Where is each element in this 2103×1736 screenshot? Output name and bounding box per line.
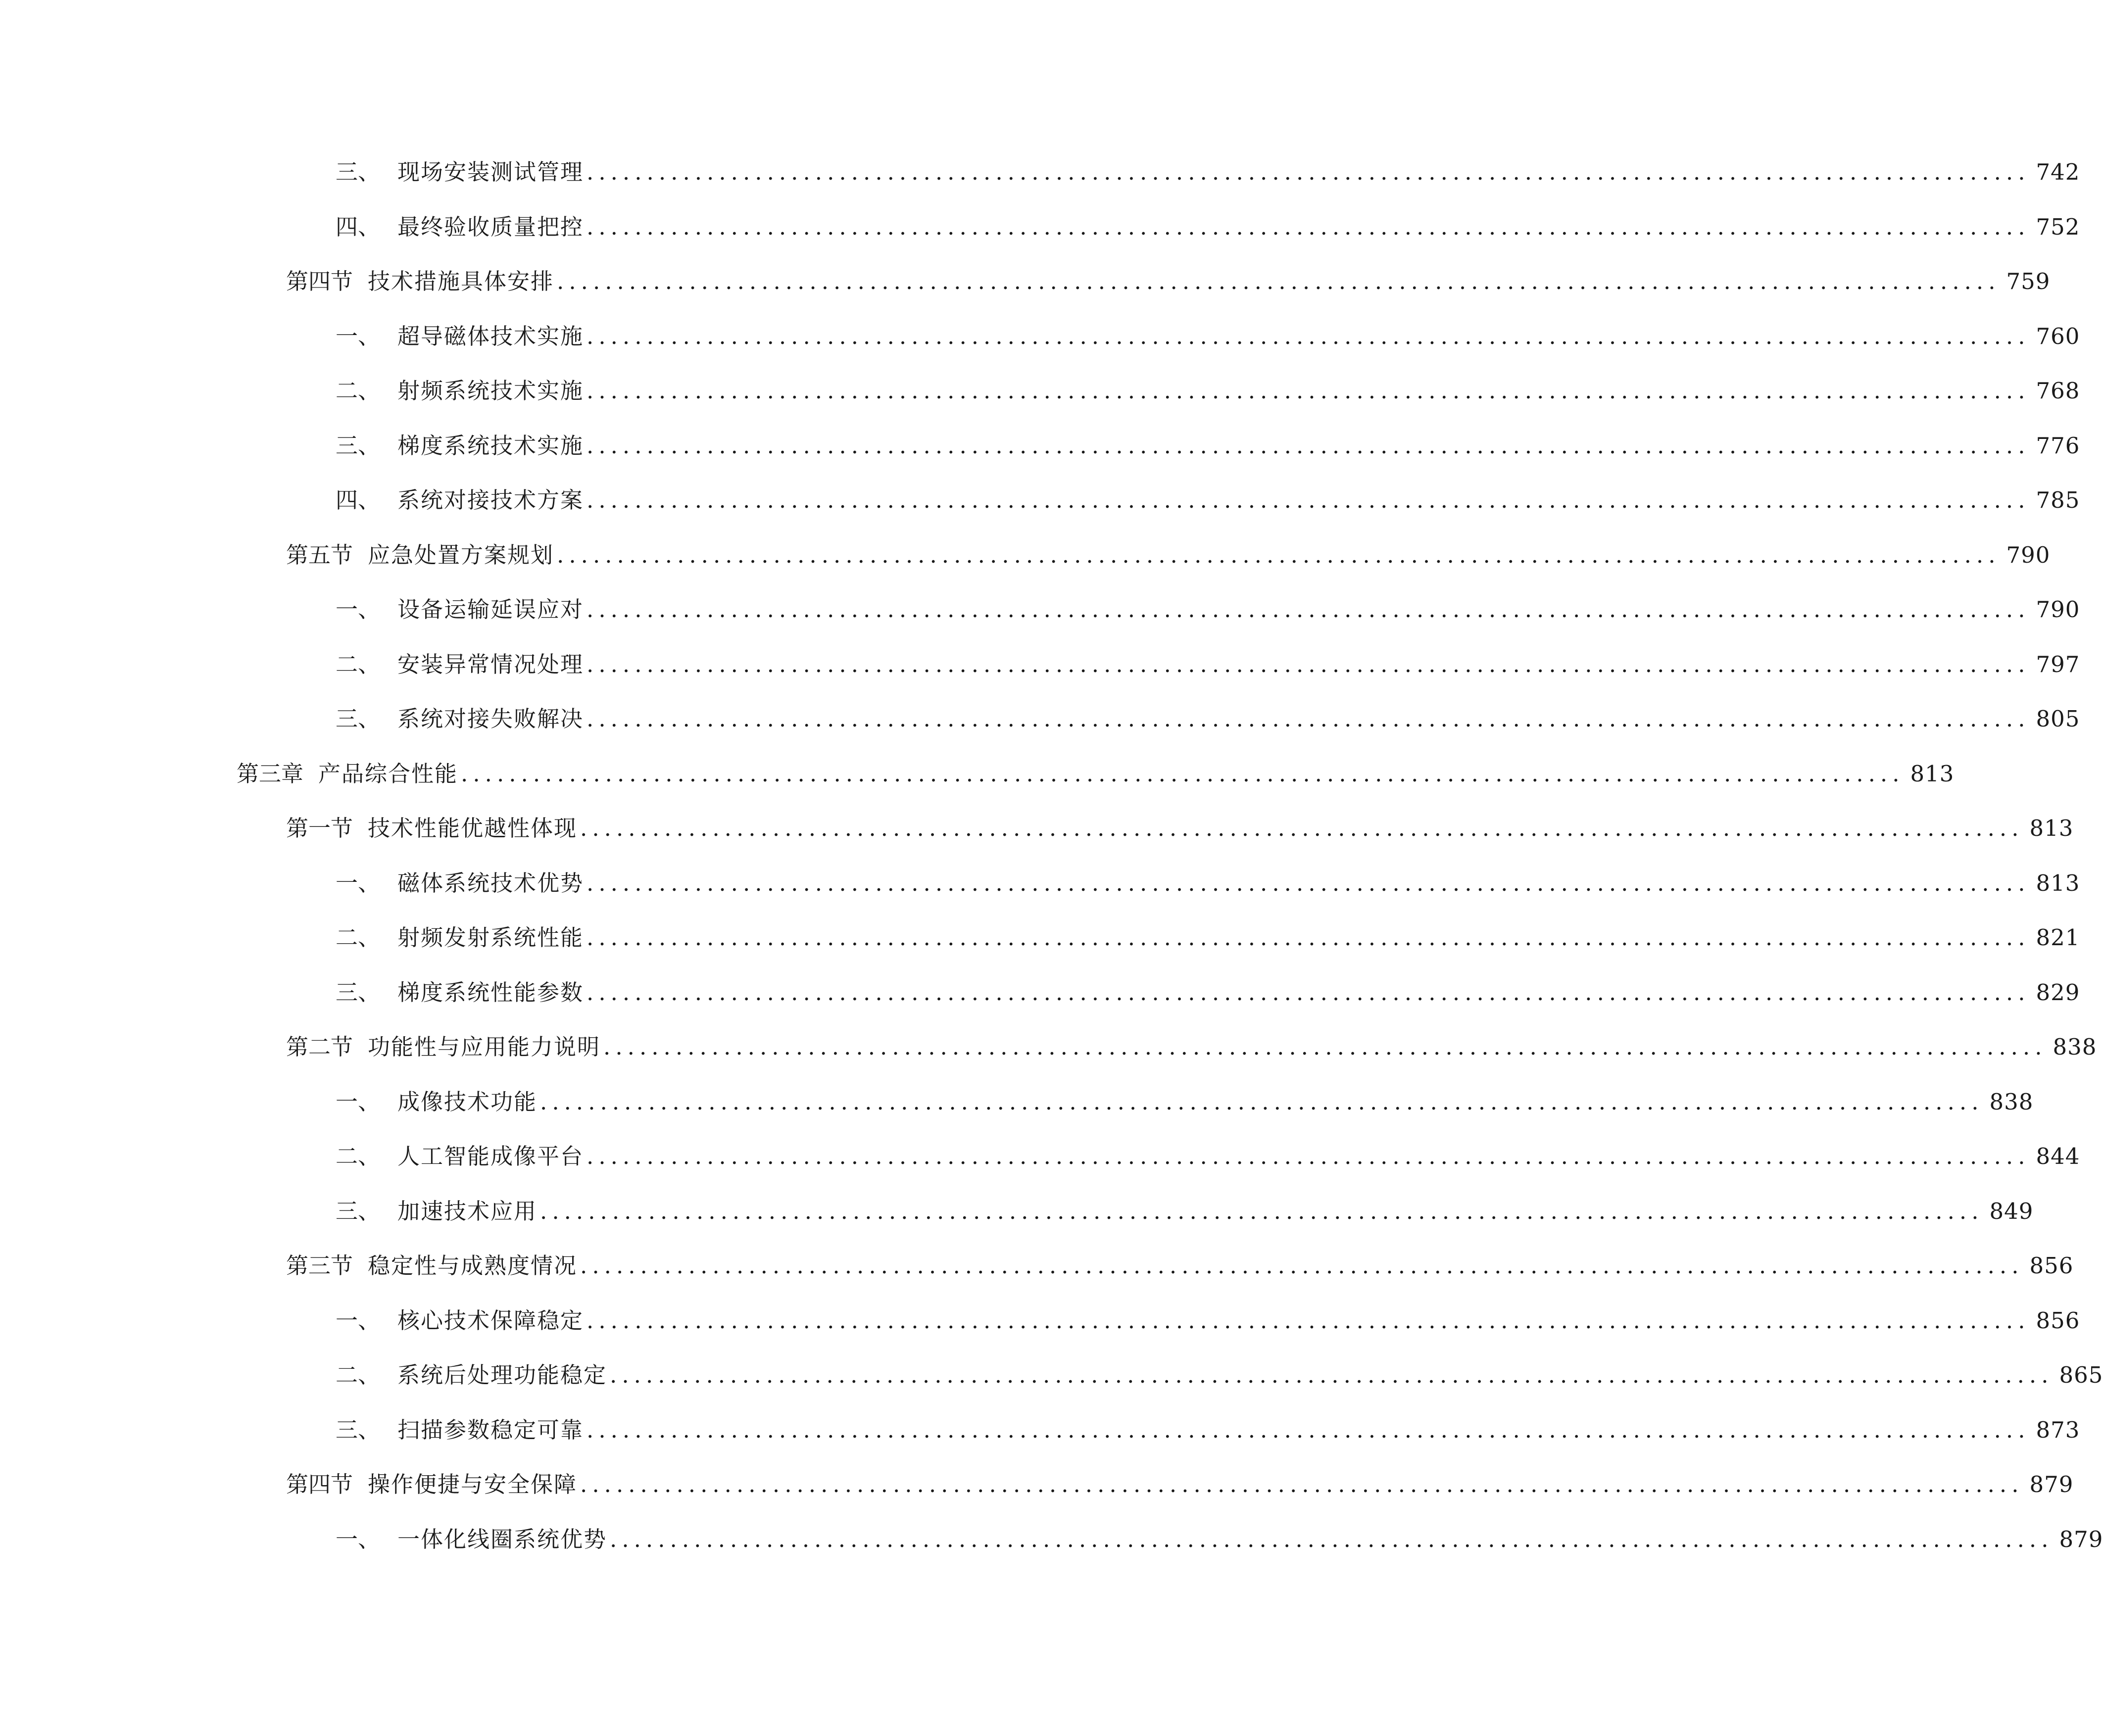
toc-entry-number: 二、 bbox=[336, 378, 381, 404]
toc-dot-leader: ........................................................................................................................ bbox=[580, 1253, 2024, 1279]
toc-entry-title: 操作便捷与安全保障 bbox=[368, 1471, 578, 1497]
toc-entry-page-number: 879 bbox=[2059, 1526, 2103, 1552]
toc-entry[interactable] bbox=[336, 699, 2080, 739]
toc-entry-page-number: 813 bbox=[2029, 815, 2074, 841]
toc-entry-page-number: 873 bbox=[2036, 1417, 2080, 1443]
toc-entry-title: 设备运输延误应对 bbox=[397, 596, 584, 623]
toc-entry-title: 最终验收质量把控 bbox=[397, 214, 584, 240]
toc-entry-page-number: 760 bbox=[2036, 323, 2080, 349]
toc-entry[interactable] bbox=[336, 1192, 2034, 1231]
toc-entry[interactable] bbox=[336, 317, 2080, 356]
toc-entry-title: 人工智能成像平台 bbox=[397, 1143, 584, 1169]
toc-entry-number: 三、 bbox=[336, 1417, 381, 1443]
toc-entry-page-number: 813 bbox=[1910, 761, 1955, 787]
toc-entry-title: 一体化线圈系统优势 bbox=[397, 1526, 607, 1552]
toc-dot-leader: ........................................................................................................................ bbox=[587, 596, 2030, 623]
toc-dot-leader: ........................................................................................................................ bbox=[587, 214, 2030, 240]
toc-entry-page-number: 752 bbox=[2036, 214, 2080, 240]
toc-entry-number: 三、 bbox=[336, 433, 381, 459]
toc-entry-page-number: 821 bbox=[2036, 924, 2080, 951]
toc-entry-title: 扫描参数稳定可靠 bbox=[397, 1417, 584, 1443]
toc-entry[interactable] bbox=[336, 1410, 2080, 1450]
toc-entry[interactable] bbox=[336, 1520, 2103, 1559]
toc-entry-title: 应急处置方案规划 bbox=[368, 542, 554, 568]
toc-dot-leader: ........................................................................................................................ bbox=[587, 323, 2030, 349]
toc-entry[interactable] bbox=[286, 809, 2074, 848]
toc-entry-title: 超导磁体技术实施 bbox=[397, 323, 584, 349]
toc-entry-title: 技术措施具体安排 bbox=[368, 268, 554, 294]
toc-entry[interactable] bbox=[286, 1027, 2097, 1067]
toc-dot-leader: ........................................................................................................................ bbox=[587, 433, 2030, 459]
toc-dot-leader: ........................................................................................................................ bbox=[587, 487, 2030, 513]
toc-entry-number: 一、 bbox=[336, 596, 381, 623]
toc-entry[interactable] bbox=[286, 262, 2051, 301]
toc-entry-title: 核心技术保障稳定 bbox=[397, 1307, 584, 1334]
toc-entry[interactable] bbox=[336, 371, 2080, 411]
toc-dot-leader: ........................................................................................................................ bbox=[557, 542, 2001, 568]
toc-entry-title: 安装异常情况处理 bbox=[397, 651, 584, 677]
toc-entry-page-number: 844 bbox=[2036, 1143, 2080, 1169]
toc-entry-page-number: 865 bbox=[2059, 1362, 2103, 1388]
toc-entry-title: 磁体系统技术优势 bbox=[397, 870, 584, 896]
toc-entry[interactable] bbox=[237, 754, 1955, 794]
toc-entry-page-number: 849 bbox=[1989, 1198, 2034, 1224]
toc-dot-leader: ........................................................................................................................ bbox=[580, 815, 2024, 841]
toc-entry-number: 第五节 bbox=[286, 542, 353, 568]
toc-entry-number: 三、 bbox=[336, 706, 381, 732]
toc-dot-leader: ........................................................................................................................ bbox=[587, 1307, 2030, 1334]
toc-entry[interactable] bbox=[286, 535, 2051, 575]
toc-entry-number: 一、 bbox=[336, 870, 381, 896]
toc-entry-number: 二、 bbox=[336, 651, 381, 677]
toc-entry-page-number: 768 bbox=[2036, 378, 2080, 404]
toc-entry[interactable] bbox=[336, 590, 2080, 629]
toc-entry[interactable] bbox=[336, 152, 2080, 192]
toc-entry-page-number: 790 bbox=[2036, 596, 2080, 623]
toc-entry-page-number: 829 bbox=[2036, 979, 2080, 1006]
toc-dot-leader: ........................................................................................................................ bbox=[587, 1143, 2030, 1169]
toc-entry-number: 二、 bbox=[336, 924, 381, 951]
toc-dot-leader: ........................................................................................................................ bbox=[610, 1362, 2054, 1388]
toc-entry-number: 四、 bbox=[336, 487, 381, 513]
toc-entry[interactable] bbox=[336, 1082, 2034, 1122]
toc-entry-title: 射频发射系统性能 bbox=[397, 924, 584, 951]
toc-entry-page-number: 742 bbox=[2036, 159, 2080, 185]
toc-dot-leader: ........................................................................................................................ bbox=[587, 706, 2030, 732]
toc-entry-number: 第三章 bbox=[237, 761, 304, 787]
toc-entry[interactable] bbox=[286, 1246, 2074, 1286]
toc-entry-number: 三、 bbox=[336, 1198, 381, 1224]
toc-dot-leader: ........................................................................................................................ bbox=[587, 378, 2030, 404]
toc-dot-leader: ........................................................................................................................ bbox=[587, 979, 2030, 1006]
toc-entry-title: 系统后处理功能稳定 bbox=[397, 1362, 607, 1388]
toc-entry-page-number: 785 bbox=[2036, 487, 2080, 513]
toc-entry[interactable] bbox=[286, 1465, 2074, 1504]
toc-entry-number: 一、 bbox=[336, 323, 381, 349]
toc-entry-number: 第二节 bbox=[286, 1034, 353, 1060]
toc-entry[interactable] bbox=[336, 918, 2080, 958]
toc-entry-number: 第一节 bbox=[286, 815, 353, 841]
toc-entry-page-number: 838 bbox=[2053, 1034, 2097, 1060]
toc-entry[interactable] bbox=[336, 864, 2080, 903]
toc-dot-leader: ........................................................................................................................ bbox=[580, 1471, 2024, 1497]
toc-entry-number: 第四节 bbox=[286, 268, 353, 294]
toc-entry-page-number: 790 bbox=[2006, 542, 2051, 568]
toc-entry-number: 二、 bbox=[336, 1362, 381, 1388]
toc-entry-number: 一、 bbox=[336, 1526, 381, 1552]
toc-entry-number: 二、 bbox=[336, 1143, 381, 1169]
toc-entry-number: 第四节 bbox=[286, 1471, 353, 1497]
toc-entry[interactable] bbox=[336, 1301, 2080, 1341]
toc-dot-leader: ........................................................................................................................ bbox=[540, 1089, 1984, 1115]
toc-entry-title: 梯度系统技术实施 bbox=[397, 433, 584, 459]
toc-entry-title: 技术性能优越性体现 bbox=[368, 815, 578, 841]
toc-dot-leader: ........................................................................................................................ bbox=[587, 1417, 2030, 1443]
toc-entry-title: 成像技术功能 bbox=[397, 1089, 538, 1115]
toc-dot-leader: ........................................................................................................................ bbox=[587, 651, 2030, 677]
toc-entry-title: 功能性与应用能力说明 bbox=[368, 1034, 601, 1060]
toc-entry[interactable] bbox=[336, 426, 2080, 466]
toc-dot-leader: ........................................................................................................................ bbox=[461, 761, 1905, 787]
toc-entry-page-number: 838 bbox=[1989, 1089, 2034, 1115]
toc-entry-title: 系统对接失败解决 bbox=[397, 706, 584, 732]
toc-entry-number: 一、 bbox=[336, 1307, 381, 1334]
toc-entry-page-number: 813 bbox=[2036, 870, 2080, 896]
toc-entry[interactable] bbox=[336, 1355, 2103, 1395]
toc-entry-number: 四、 bbox=[336, 214, 381, 240]
toc-dot-leader: ........................................................................................................................ bbox=[610, 1526, 2054, 1552]
toc-entry-title: 射频系统技术实施 bbox=[397, 378, 584, 404]
toc-dot-leader: ........................................................................................................................ bbox=[540, 1198, 1984, 1224]
toc-entry[interactable] bbox=[336, 1137, 2080, 1176]
toc-entry-number: 第三节 bbox=[286, 1253, 353, 1279]
toc-entry-title: 产品综合性能 bbox=[318, 761, 458, 787]
toc-entry-page-number: 879 bbox=[2029, 1471, 2074, 1497]
toc-entry[interactable] bbox=[336, 481, 2080, 520]
toc-entry-title: 系统对接技术方案 bbox=[397, 487, 584, 513]
toc-entry-page-number: 805 bbox=[2036, 706, 2080, 732]
toc-entry-number: 一、 bbox=[336, 1089, 381, 1115]
toc-dot-leader: ........................................................................................................................ bbox=[603, 1034, 2047, 1060]
toc-dot-leader: ........................................................................................................................ bbox=[557, 268, 2001, 294]
toc-entry-title: 现场安装测试管理 bbox=[397, 159, 584, 185]
toc-entry-number: 三、 bbox=[336, 159, 381, 185]
toc-entry-title: 梯度系统性能参数 bbox=[397, 979, 584, 1006]
toc-entry-number: 三、 bbox=[336, 979, 381, 1006]
toc-entry-page-number: 797 bbox=[2036, 651, 2080, 677]
toc-entry-page-number: 856 bbox=[2029, 1253, 2074, 1279]
toc-dot-leader: ........................................................................................................................ bbox=[587, 159, 2030, 185]
toc-entry-page-number: 776 bbox=[2036, 433, 2080, 459]
toc-dot-leader: ........................................................................................................................ bbox=[587, 870, 2030, 896]
toc-entry-page-number: 759 bbox=[2006, 268, 2051, 294]
toc-entry[interactable] bbox=[336, 973, 2080, 1013]
toc-entry-title: 加速技术应用 bbox=[397, 1198, 538, 1224]
toc-entry-page-number: 856 bbox=[2036, 1307, 2080, 1334]
toc-dot-leader: ........................................................................................................................ bbox=[587, 924, 2030, 951]
toc-entry[interactable] bbox=[336, 207, 2080, 247]
toc-entry-title: 稳定性与成熟度情况 bbox=[368, 1253, 578, 1279]
toc-entry[interactable] bbox=[336, 645, 2080, 684]
